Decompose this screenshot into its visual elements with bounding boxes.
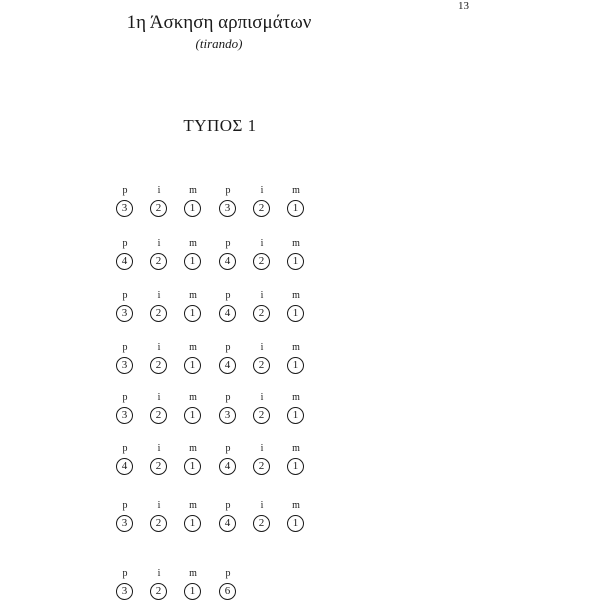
finger-label: i — [260, 290, 264, 301]
finger-label: m — [189, 568, 197, 579]
string-number-circle: 4 — [219, 458, 236, 475]
string-number-circle: 1 — [184, 515, 201, 532]
finger-label: i — [260, 392, 264, 403]
string-number-circle: 1 — [184, 305, 201, 322]
string-number-circle: 3 — [116, 515, 133, 532]
string-number-circle: 3 — [116, 200, 133, 217]
string-number-circle: 2 — [150, 458, 167, 475]
finger-label: m — [189, 342, 197, 353]
finger-label: i — [157, 238, 161, 249]
string-number-circle: 2 — [150, 583, 167, 600]
string-number-circle: 1 — [184, 458, 201, 475]
finger-label: p — [225, 290, 231, 301]
finger-label: m — [292, 500, 300, 511]
string-number-circle: 4 — [219, 515, 236, 532]
pattern-row — [115, 443, 335, 479]
finger-label: i — [157, 500, 161, 511]
finger-label: i — [157, 290, 161, 301]
finger-label: m — [292, 392, 300, 403]
string-number-circle: 6 — [219, 583, 236, 600]
finger-label: p — [225, 342, 231, 353]
finger-label: m — [292, 185, 300, 196]
string-number-circle: 1 — [184, 407, 201, 424]
finger-label: i — [157, 392, 161, 403]
string-number-circle: 2 — [150, 200, 167, 217]
finger-label: i — [260, 238, 264, 249]
type-heading: ΤΥΠΟΣ 1 — [183, 116, 257, 135]
string-number-circle: 2 — [150, 305, 167, 322]
finger-label: i — [157, 185, 161, 196]
finger-label: i — [260, 342, 264, 353]
finger-label: i — [157, 443, 161, 454]
finger-label: m — [292, 290, 300, 301]
pattern-row — [115, 238, 335, 274]
finger-label: p — [225, 185, 231, 196]
string-number-circle: 1 — [287, 305, 304, 322]
finger-label: p — [122, 443, 128, 454]
finger-label: p — [225, 392, 231, 403]
string-number-circle: 3 — [116, 407, 133, 424]
string-number-circle: 1 — [287, 200, 304, 217]
string-number-circle: 1 — [287, 458, 304, 475]
string-number-circle: 3 — [116, 357, 133, 374]
pattern-row — [115, 290, 335, 326]
string-number-circle: 4 — [116, 253, 133, 270]
string-number-circle: 2 — [253, 458, 270, 475]
finger-label: m — [189, 290, 197, 301]
finger-label: p — [122, 342, 128, 353]
string-number-circle: 1 — [184, 357, 201, 374]
finger-label: m — [292, 238, 300, 249]
finger-label: i — [260, 185, 264, 196]
finger-label: m — [189, 238, 197, 249]
pattern-row — [115, 392, 335, 428]
finger-label: p — [122, 238, 128, 249]
string-number-circle: 1 — [287, 357, 304, 374]
string-number-circle: 1 — [184, 200, 201, 217]
finger-label: p — [122, 290, 128, 301]
finger-label: p — [225, 443, 231, 454]
string-number-circle: 2 — [253, 253, 270, 270]
page-number: 13 — [458, 0, 469, 12]
finger-label: i — [157, 568, 161, 579]
finger-label: m — [189, 392, 197, 403]
finger-label: i — [157, 342, 161, 353]
string-number-circle: 2 — [150, 357, 167, 374]
finger-label: p — [122, 568, 128, 579]
finger-label: m — [292, 443, 300, 454]
finger-label: p — [225, 238, 231, 249]
pattern-row — [115, 500, 335, 536]
finger-label: m — [292, 342, 300, 353]
string-number-circle: 2 — [150, 253, 167, 270]
string-number-circle: 2 — [253, 305, 270, 322]
finger-label: p — [122, 392, 128, 403]
string-number-circle: 4 — [116, 458, 133, 475]
finger-label: m — [189, 185, 197, 196]
exercise-subtitle: (tirando) — [195, 36, 243, 51]
string-number-circle: 1 — [287, 515, 304, 532]
finger-label: m — [189, 443, 197, 454]
string-number-circle: 4 — [219, 253, 236, 270]
string-number-circle: 4 — [219, 305, 236, 322]
exercise-title: 1η Άσκηση αρπισμάτων — [126, 12, 312, 33]
string-number-circle: 3 — [116, 583, 133, 600]
pattern-row — [115, 342, 335, 378]
finger-label: p — [122, 185, 128, 196]
string-number-circle: 4 — [219, 357, 236, 374]
finger-label: i — [260, 443, 264, 454]
finger-label: m — [189, 500, 197, 511]
string-number-circle: 2 — [150, 407, 167, 424]
finger-label: p — [225, 500, 231, 511]
string-number-circle: 2 — [253, 200, 270, 217]
pattern-row — [115, 568, 335, 604]
string-number-circle: 1 — [287, 407, 304, 424]
string-number-circle: 1 — [287, 253, 304, 270]
string-number-circle: 3 — [116, 305, 133, 322]
string-number-circle: 2 — [253, 357, 270, 374]
string-number-circle: 3 — [219, 200, 236, 217]
finger-label: i — [260, 500, 264, 511]
string-number-circle: 1 — [184, 583, 201, 600]
string-number-circle: 2 — [253, 515, 270, 532]
string-number-circle: 3 — [219, 407, 236, 424]
pattern-row — [115, 185, 335, 221]
finger-label: p — [225, 568, 231, 579]
string-number-circle: 2 — [150, 515, 167, 532]
finger-label: p — [122, 500, 128, 511]
string-number-circle: 2 — [253, 407, 270, 424]
string-number-circle: 1 — [184, 253, 201, 270]
